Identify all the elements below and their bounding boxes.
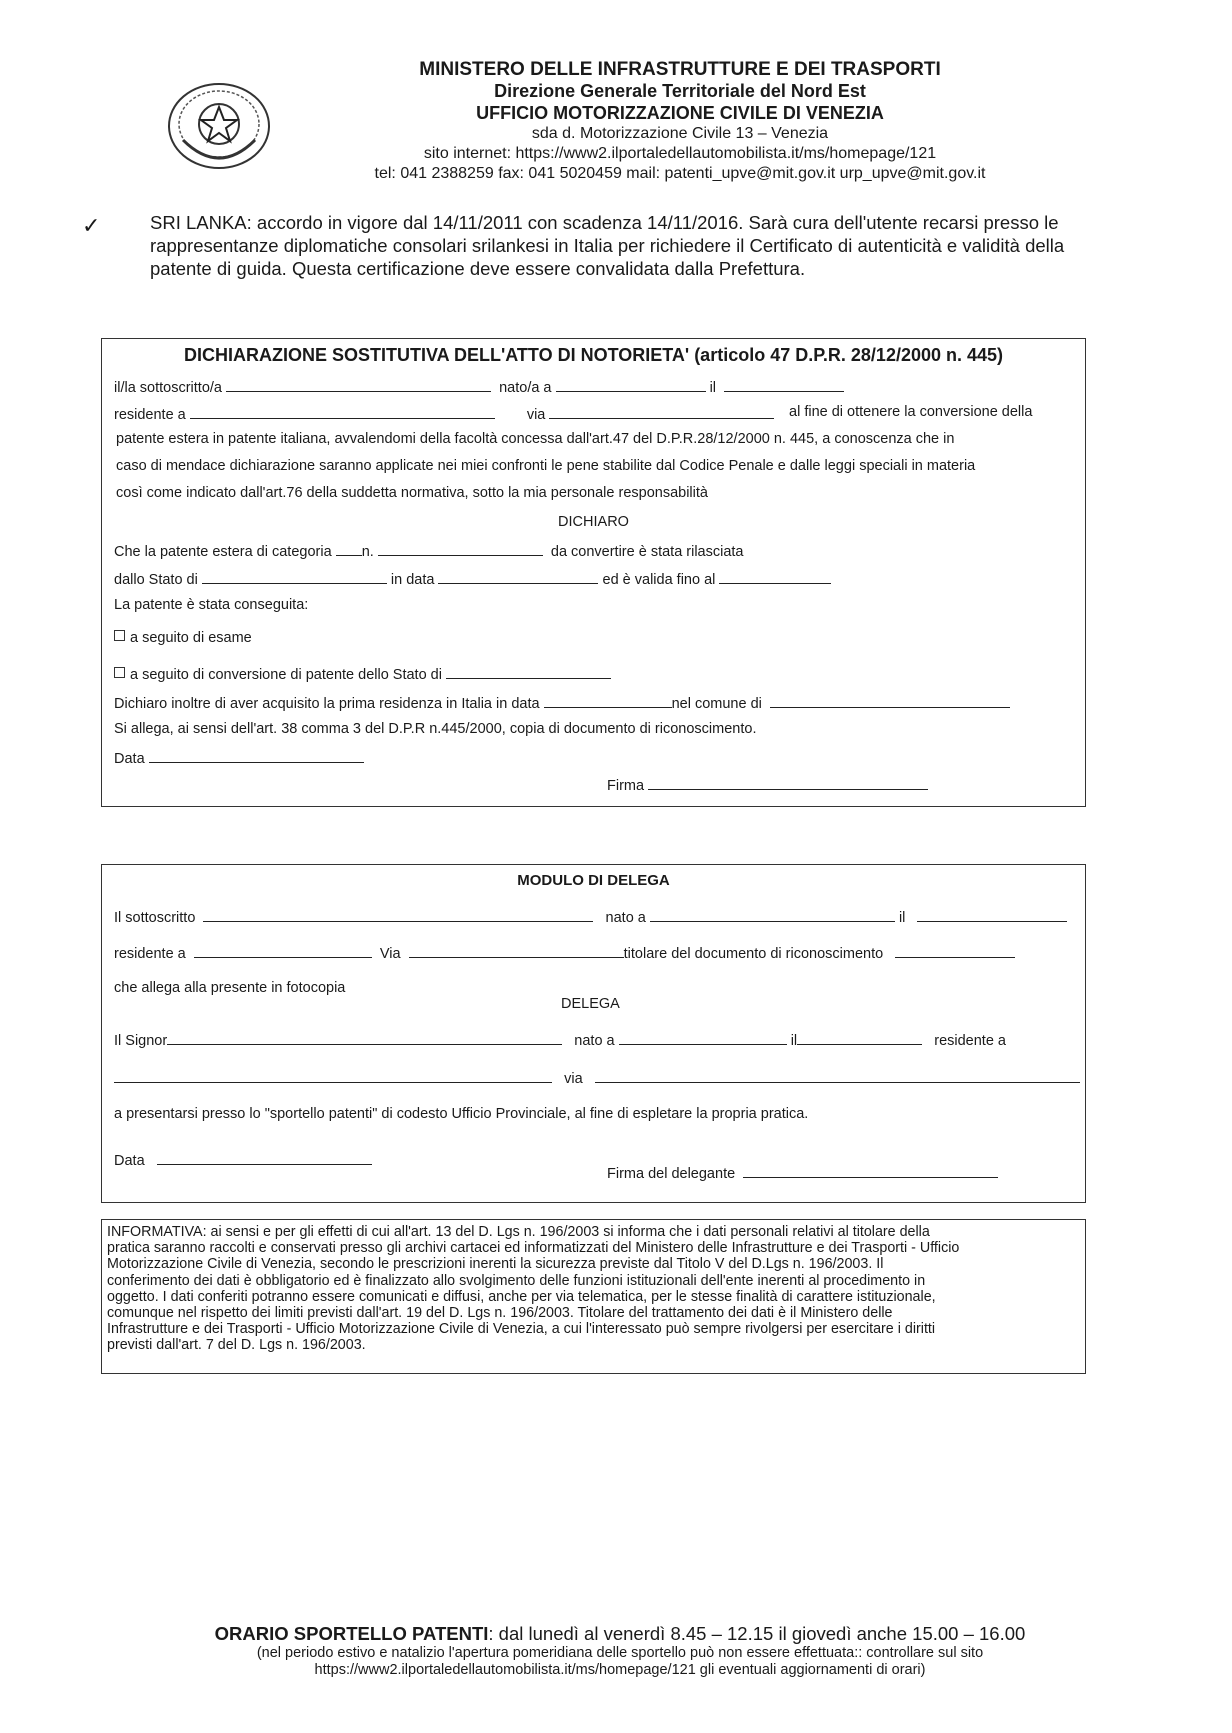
orario-note: (nel periodo estivo e natalizio l'apertura pomeridiana delle sportello può non essere effettuata:: controllare sul sito (256, 1645, 984, 1661)
informativa-line: conferimento dei dati è obbligatorio ed è finalizzato allo svolgimento delle funzioni istituzionali dell'ente inerenti al procedimento in (107, 1272, 926, 1289)
dichiarazione-box (101, 338, 1086, 807)
text-line: patente estera in patente italiana, avvalendomi della facoltà concessa dall'art.47 del D.P.R.28/12/2000 n. 445, a conoscenza che in (116, 431, 955, 447)
residenza-field[interactable] (194, 943, 372, 958)
label: il (709, 380, 717, 396)
office-contacts: tel: 041 2388259 fax: 041 5020459 mail: patenti_upve@mit.gov.it urp_upve@mit.gov.it (374, 165, 986, 182)
label: il (898, 910, 906, 926)
informativa-line: comunque nel rispetto dei limiti previsti dall'art. 19 del D. Lgs n. 196/2003. Titolare del trattamento dei dati è il Ministero delle (107, 1305, 893, 1322)
label: titolare del documento di riconoscimento (623, 946, 884, 962)
letterhead (300, 59, 1060, 184)
label: residente a (114, 407, 186, 423)
via-field[interactable] (549, 404, 774, 419)
label: La patente è stata conseguita: (114, 597, 309, 613)
numero-patente-field[interactable] (378, 541, 543, 556)
sri-lanka-line: SRI LANKA: accordo in vigore dal 14/11/2011 con scadenza 14/11/2016. Sarà cura dell'utente recarsi presso le (150, 212, 1059, 233)
label: ed è valida fino al (602, 572, 716, 588)
data-field[interactable] (157, 1150, 372, 1165)
data-nascita-field[interactable] (917, 907, 1067, 922)
data-nascita-delegato-field[interactable] (797, 1030, 922, 1045)
stato-conversione-field[interactable] (446, 664, 611, 679)
sottoscritto-field[interactable] (203, 907, 593, 922)
informativa-line: oggetto. I dati conferiti potranno essere comunicati e diffusi, anche per via telematica, per le stesse finalità di carattere istituzionale, (107, 1288, 936, 1305)
stato-rilascio-field[interactable] (202, 569, 387, 584)
office-name: UFFICIO MOTORIZZAZIONE CIVILE DI VENEZIA (476, 103, 884, 123)
firma-delegante-field[interactable] (743, 1163, 998, 1178)
label: il/la sottoscritto/a (114, 380, 222, 396)
data-field[interactable] (149, 748, 364, 763)
data-scadenza-field[interactable] (719, 569, 831, 584)
orario-label: ORARIO SPORTELLO PATENTI (214, 1623, 489, 1644)
categoria-field[interactable] (336, 541, 362, 556)
label: Dichiaro inoltre di aver acquisito la prima residenza in Italia in data (114, 696, 540, 712)
sri-lanka-line: rappresentanze diplomatiche consolari srilankesi in Italia per richiedere il Certificato di autenticità e validità della (150, 235, 1065, 256)
informativa-text (102, 1224, 1080, 1354)
label: nato/a a (499, 380, 552, 396)
label: da convertire è stata rilasciata (550, 544, 744, 560)
label: nato a (605, 910, 646, 926)
sri-lanka-notice (150, 211, 1140, 280)
data-nascita-field[interactable] (724, 377, 844, 392)
data-residenza-field[interactable] (544, 693, 672, 708)
informativa-line: Motorizzazione Civile di Venezia, secondo le prescrizioni inerenti la sicurezza previste dal Titolo V del D.Lgs n. 196/2003. Il (107, 1256, 884, 1273)
delega-text: a presentarsi presso lo "sportello patenti" di codesto Ufficio Provinciale, al fine di espletare la propria pratica. (114, 1106, 809, 1122)
label: al fine di ottenere la conversione della (789, 404, 1033, 420)
direction-name: Direzione Generale Territoriale del Nord Est (494, 81, 866, 101)
label: residente a (114, 946, 186, 962)
data-rilascio-field[interactable] (438, 569, 598, 584)
repubblica-italiana-emblem-icon (163, 80, 275, 172)
label: Firma (607, 778, 645, 794)
informativa-line: previsti dall'art. 7 del D. Lgs n. 196/2003. (107, 1337, 366, 1354)
residenza-field[interactable] (190, 404, 495, 419)
label: il (790, 1033, 798, 1049)
documento-field[interactable] (895, 943, 1015, 958)
luogo-nascita-delegato-field[interactable] (619, 1030, 787, 1045)
delegato-field[interactable] (167, 1030, 562, 1045)
dichiarazione-text (116, 426, 1076, 507)
label: residente a (934, 1033, 1006, 1049)
informativa-box (101, 1219, 1086, 1374)
label: via (526, 407, 546, 423)
label: Il sottoscritto (114, 910, 196, 926)
luogo-nascita-field[interactable] (650, 907, 895, 922)
informativa-line: Infrastrutture e dei Trasporti - Ufficio Motorizzazione Civile di Venezia, a cui l'interessato può sempre rivolgersi per esercitare i diritti (107, 1321, 936, 1338)
office-address: sda d. Motorizzazione Civile 13 – Venezia (531, 125, 829, 142)
ministry-name: MINISTERO DELLE INFRASTRUTTURE E DEI TRASPORTI (419, 59, 941, 80)
luogo-nascita-field[interactable] (556, 377, 706, 392)
check-mark-icon: ✓ (82, 213, 101, 238)
label: a seguito di conversione di patente dello Stato di (130, 667, 442, 683)
orario-hours: : dal lunedì al venerdì 8.45 – 12.15 il giovedì anche 15.00 – 16.00 (488, 1623, 1026, 1644)
label: Data (114, 1153, 145, 1169)
label: che allega alla presente in fotocopia (114, 980, 346, 996)
comune-residenza-field[interactable] (770, 693, 1010, 708)
orario-note: https://www2.ilportaledellautomobilista.it/ms/homepage/121 gli eventuali aggiornamenti di orari) (314, 1662, 926, 1678)
label: nel comune di (671, 696, 762, 712)
delega-heading: DELEGA (561, 996, 620, 1012)
label: Che la patente estera di categoria (114, 544, 332, 560)
allegato-note: Si allega, ai sensi dell'art. 38 comma 3 del D.P.R n.445/2000, copia di documento di riconoscimento. (114, 721, 757, 737)
label: Firma del delegante (607, 1166, 736, 1182)
delega-title: MODULO DI DELEGA (517, 872, 670, 889)
firma-field[interactable] (648, 775, 928, 790)
text-line: caso di mendace dichiarazione saranno applicate nei miei confronti le pene stabilite dal Codice Penale e dalle leggi speciali in materia (116, 458, 976, 474)
residenza-delegato-field[interactable] (114, 1068, 552, 1083)
orario-footer (150, 1623, 1090, 1679)
sottoscritto-field[interactable] (226, 377, 491, 392)
informativa-line: INFORMATIVA: ai sensi e per gli effetti di cui all'art. 13 del D. Lgs n. 196/2003 si informa che i dati personali relativi al titolare della (107, 1224, 930, 1240)
delega-box (101, 864, 1086, 1203)
office-website: sito internet: https://www2.ilportaledellautomobilista.it/ms/homepage/121 (423, 145, 937, 162)
label: a seguito di esame (130, 630, 252, 646)
label: Data (114, 751, 145, 767)
informativa-line: pratica saranno raccolti e conservati presso gli archivi cartacei ed informatizzati del Ministero delle Infrastrutture e dei Trasporti - Ufficio (107, 1240, 960, 1257)
dichiaro-heading: DICHIARO (558, 514, 629, 530)
label: n. (361, 544, 374, 560)
text-line: così come indicato dall'art.76 della suddetta normativa, sotto la mia personale responsabilità (116, 485, 708, 501)
label: dallo Stato di (114, 572, 198, 588)
via-delegato-field[interactable] (595, 1068, 1080, 1083)
conversione-checkbox[interactable] (114, 667, 125, 678)
sri-lanka-line: patente di guida. Questa certificazione deve essere convalidata dalla Prefettura. (150, 258, 806, 279)
via-field[interactable] (409, 943, 624, 958)
esame-checkbox[interactable] (114, 630, 125, 641)
label: in data (390, 572, 435, 588)
label: Via (379, 946, 401, 962)
dichiarazione-title: DICHIARAZIONE SOSTITUTIVA DELL'ATTO DI NOTORIETA' (articolo 47 D.P.R. 28/12/2000 n. 445) (183, 345, 1004, 365)
label: via (564, 1071, 583, 1087)
label: Il Signor (114, 1033, 168, 1049)
label: nato a (574, 1033, 615, 1049)
